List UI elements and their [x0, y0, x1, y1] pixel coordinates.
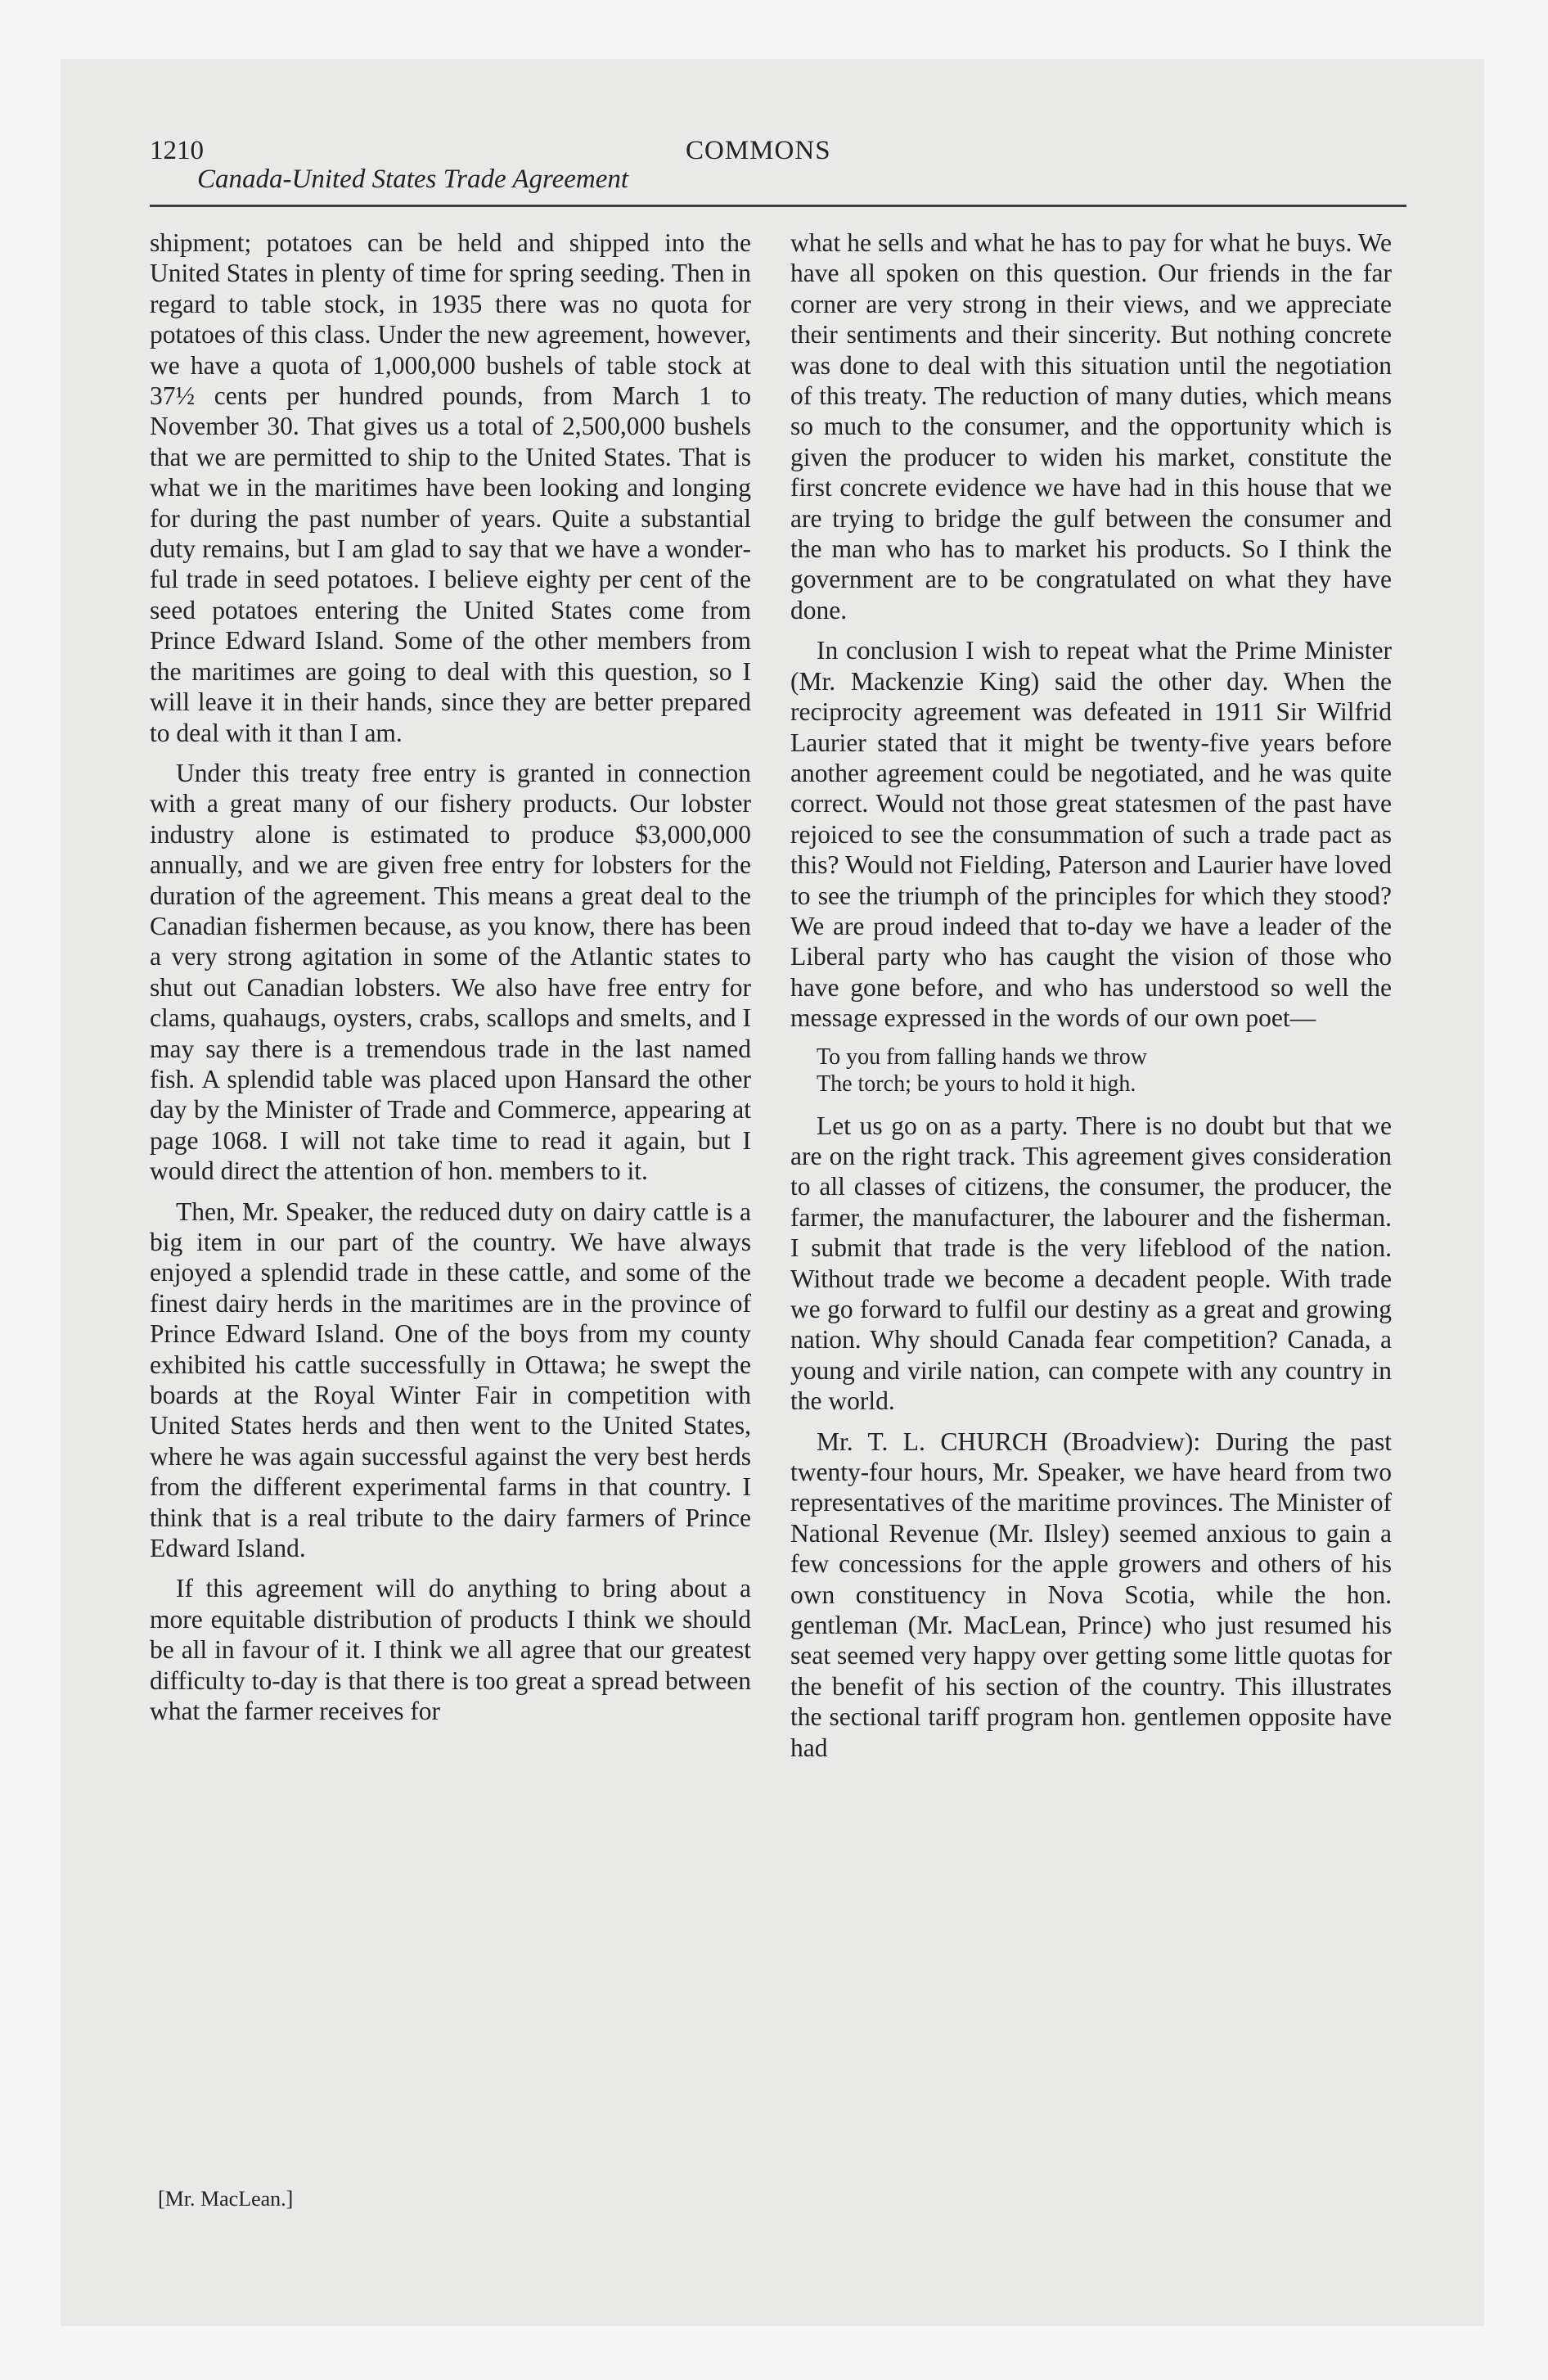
- running-head-section: COMMONS: [686, 136, 831, 165]
- paragraph: shipment; potatoes can be held and shipped into the United States in plenty of time for spring seeding. Then in regard to table stock, in 1935 there was no quota for potatoes of this class. Under the new agreement, however, we have a quota of 1,000,000 bushels of table stock at 37½ cents per hundred pounds, from March 1 to November 30. That gives us a total of 2,500,000 bushels that we are permitted to ship to the United States. That is what we in the maritimes have been looking and longing for during the past number of years. Quite a substantial duty remains, but I am glad to say that we have a wonderful trade in seed potatoes. I believe eighty per cent of the seed potatoes entering the United States come from Prince Edward Island. Some of the other members from the maritimes are going to deal with this question, so I will leave it in their hands, since they are better prepared to deal with it than I am.: [150, 228, 751, 747]
- paragraph: what he sells and what he has to pay for what he buys. We have all spoken on this question. Our friends in the far corner are very strong in their views, and we appreciate their sentiments and their sincerity. But nothing concrete was done to deal with this situation until the negotiation of this treaty. The reduction of many duties, which means so much to the consumer, and the opportunity which is given the producer to widen his market, constitute the first concrete evidence we have had in this house that we are trying to bridge the gulf between the consumer and the man who has to market his products. So I think the government are to be congratulated on what they have done.: [790, 228, 1392, 624]
- paragraph: In conclusion I wish to repeat what the Prime Minister (Mr. Mackenzie King) said the other day. When the reciprocity agreement was defeated in 1911 Sir Wilfrid Laurier stated that it might be twenty-five years before another agreement could be negotiated, and he was quite correct. Would not those great statesmen of the past have rejoiced to see the consummation of such a trade pact as this? Would not Fielding, Paterson and Laurier have loved to see the triumph of the principles for which they stood? We are proud indeed that to-day we have a leader of the Liberal party who has caught the vision of those who have gone before, and who has understood so well the message expressed in the words of our own poet—: [790, 636, 1392, 1033]
- right-column: [790, 228, 1392, 1773]
- poem-quote: [817, 1044, 1392, 1098]
- paragraph: Mr. T. L. CHURCH (Broadview): During the past twenty-four hours, Mr. Speaker, we have heard from two representatives of the maritime provinces. The Minister of National Revenue (Mr. Ilsley) seemed anxious to gain a few concessions for the apple growers and others of his own constituency in Nova Scotia, while the hon. gentleman (Mr. MacLean, Prince) who just resumed his seat seemed very happy over getting some little quotas for the benefit of his section of the country. This illustrates the sectional tariff program hon. gentlemen opposite have had: [790, 1427, 1392, 1762]
- page-number: 1210: [150, 136, 204, 165]
- header-rule: [150, 205, 1406, 207]
- left-column: [150, 228, 751, 1737]
- running-head-subtitle: Canada-United States Trade Agreement: [197, 165, 629, 194]
- paragraph: If this agreement will do anything to bring about a more equitable distribution of products I think we should be all in favour of it. I think we all agree that our greatest difficulty to-day is that there is too great a spread between what the farmer receives for: [150, 1574, 751, 1726]
- poem-line: To you from falling hands we throw: [817, 1044, 1147, 1070]
- poem-line: The torch; be yours to hold it high.: [817, 1071, 1136, 1097]
- paragraph: Let us go on as a party. There is no doubt but that we are on the right track. This agreement gives consideration to all classes of citizens, the consumer, the producer, the farmer, the manufacturer, the labourer and the fisherman. I submit that trade is the very lifeblood of the nation. Without trade we become a decadent people. With trade we go forward to fulfil our destiny as a great and growing nation. Why should Canada fear competition? Canada, a young and virile nation, can compete with any country in the world.: [790, 1111, 1392, 1416]
- paragraph: Under this treaty free entry is granted in connection with a great many of our fishery products. Our lobster industry alone is estimated to produce $3,000,000 annually, and we are given free entry for lobsters for the duration of the agreement. This means a great deal to the Canadian fishermen because, as you know, there has been a very strong agitation in some of the Atlantic states to shut out Canadian lobsters. We also have free entry for clams, quahaugs, oysters, crabs, scallops and smelts, and I may say there is a tremendous trade in the last named fish. A splendid table was placed upon Hansard the other day by the Minister of Trade and Commerce, appearing at page 1068. I will not take time to read it again, but I would direct the attention of hon. members to it.: [150, 758, 751, 1186]
- speaker-reference: [Mr. MacLean.]: [158, 2187, 294, 2211]
- paragraph: Then, Mr. Speaker, the reduced duty on dairy cattle is a big item in our part of the country. We have always enjoyed a splendid trade in these cattle, and some of the finest dairy herds in the maritimes are in the province of Prince Edward Island. One of the boys from my county exhibited his cattle successfully in Ottawa; he swept the boards at the Royal Winter Fair in competition with United States herds and then went to the United States, where he was again successful against the very best herds from the different experimental farms in that country. I think that is a real tribute to the dairy farmers of Prince Edward Island.: [150, 1197, 751, 1563]
